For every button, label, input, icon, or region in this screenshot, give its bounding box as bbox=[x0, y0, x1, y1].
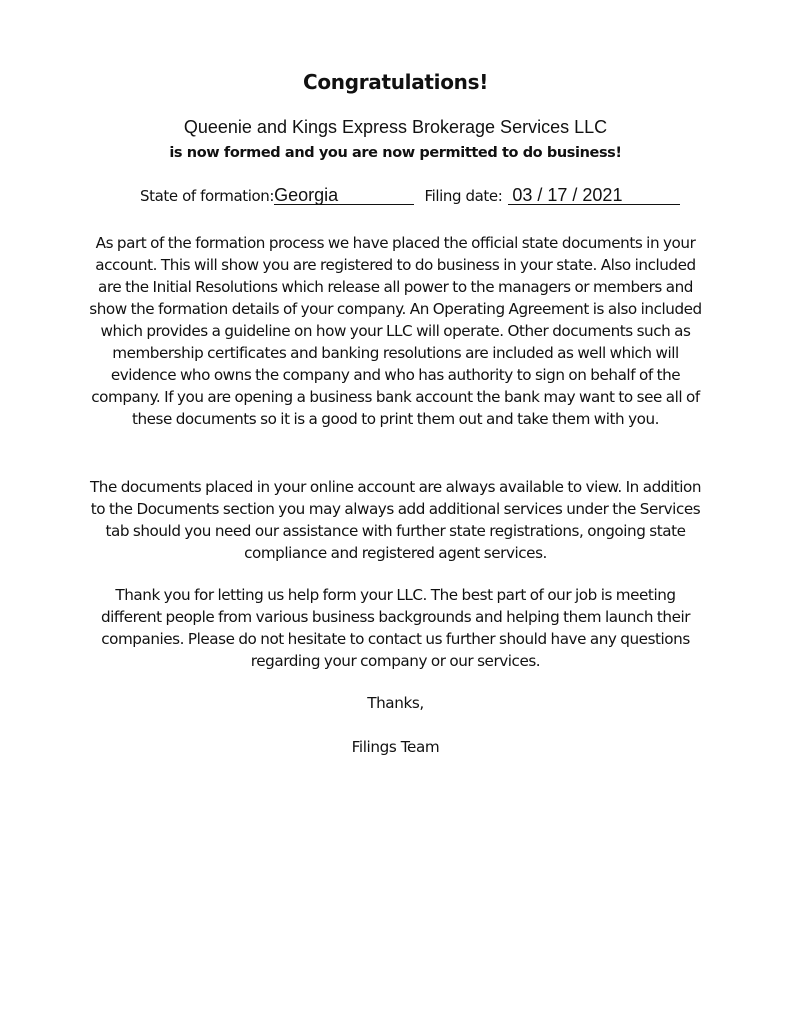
company-name: Queenie and Kings Express Brokerage Services LLC bbox=[183, 117, 608, 137]
closing: Thanks, bbox=[367, 694, 424, 712]
filing-date-label: Filing date: bbox=[424, 187, 503, 205]
signature: Filings Team bbox=[351, 738, 440, 756]
formation-details bbox=[140, 186, 700, 205]
state-of-formation-value: Georgia bbox=[274, 186, 414, 205]
paragraph-online-account: The documents placed in your online account are always available to view. In addition to the Documents section you may always add additional services under the Services tab should you need our assistance with further state registrations, ongoing state compliance and registered agent services. bbox=[89, 478, 702, 562]
letter-title: Congratulations! bbox=[302, 70, 489, 94]
filing-date-value: 03 / 17 / 2021 bbox=[508, 186, 680, 205]
formed-statement: is now formed and you are now permitted to do business! bbox=[169, 145, 622, 161]
paragraph-documents-placed: As part of the formation process we have placed the official state documents in your account. This will show you are registered to do business in your state. Also included are the Initial Resolutions which release all power to the managers or members and show the formation details of your company. An Operating Agreement is also included which provides a guideline on how your LLC will operate. Other documents such as membership certificates and banking resolutions are included as well which will evidence who owns the company and who has authority to sign on behalf of the company. If you are opening a business bank account the bank may want to see all of these documents so it is a good to print them out and take them with you. bbox=[89, 234, 702, 428]
state-of-formation-label: State of formation: bbox=[140, 187, 275, 205]
paragraph-thank-you: Thank you for letting us help form your LLC. The best part of our job is meeting different people from various business backgrounds and helping them launch their companies. Please do not hesitate to contact us further should have any questions regarding your company or our services. bbox=[100, 586, 691, 670]
